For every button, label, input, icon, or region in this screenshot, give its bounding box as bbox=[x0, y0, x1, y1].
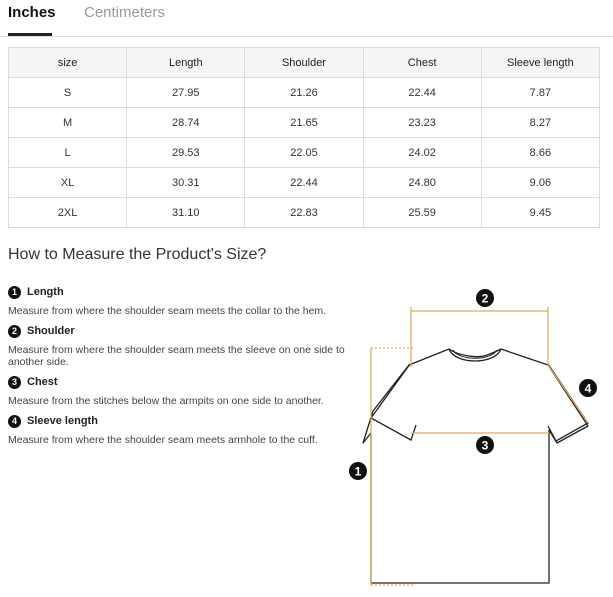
tshirt-measurement-diagram bbox=[345, 283, 613, 597]
tab-centimeters[interactable]: Centimeters bbox=[84, 4, 165, 21]
table-cell: 8.66 bbox=[481, 138, 599, 168]
svg-text:2: 2 bbox=[481, 291, 489, 306]
table-cell: 22.05 bbox=[245, 138, 363, 168]
header-sleeve-length: Sleeve length bbox=[481, 48, 599, 78]
table-cell: L bbox=[9, 138, 127, 168]
step-chest bbox=[8, 374, 348, 407]
step-sleeve-length bbox=[8, 413, 348, 446]
table-cell: 21.65 bbox=[245, 108, 363, 138]
step-description: Measure from where the shoulder seam meets the collar to the hem. bbox=[8, 305, 327, 317]
number-badge-icon: 3 bbox=[8, 376, 21, 389]
active-tab-indicator bbox=[8, 33, 52, 36]
table-cell: 31.10 bbox=[127, 198, 245, 228]
table-cell: XL bbox=[9, 168, 127, 198]
tshirt-outline-icon bbox=[363, 349, 588, 583]
table-row bbox=[9, 198, 600, 228]
number-badge-icon: 4 bbox=[8, 415, 21, 428]
unit-tabs bbox=[0, 0, 613, 37]
table-cell: 23.23 bbox=[363, 108, 481, 138]
table-cell: 24.80 bbox=[363, 168, 481, 198]
step-length bbox=[8, 284, 348, 317]
step-title: Shoulder bbox=[27, 325, 75, 337]
table-row bbox=[9, 108, 600, 138]
table-header-row bbox=[9, 48, 600, 78]
table-cell: 22.44 bbox=[245, 168, 363, 198]
step-title: Length bbox=[27, 286, 64, 298]
table-row bbox=[9, 78, 600, 108]
table-cell: 9.06 bbox=[481, 168, 599, 198]
table-cell: 9.45 bbox=[481, 198, 599, 228]
header-size: size bbox=[9, 48, 127, 78]
table-cell: S bbox=[9, 78, 127, 108]
badge-4-icon bbox=[579, 379, 597, 397]
table-cell: 7.87 bbox=[481, 78, 599, 108]
step-title: Sleeve length bbox=[27, 415, 98, 427]
number-badge-icon: 2 bbox=[8, 325, 21, 338]
measure-steps bbox=[8, 284, 348, 452]
table-row bbox=[9, 138, 600, 168]
table-cell: 27.95 bbox=[127, 78, 245, 108]
table-cell: 22.83 bbox=[245, 198, 363, 228]
step-description: Measure from where the shoulder seam meets armhole to the cuff. bbox=[8, 434, 318, 446]
badge-1-icon bbox=[349, 462, 367, 480]
table-cell: 29.53 bbox=[127, 138, 245, 168]
header-chest: Chest bbox=[363, 48, 481, 78]
table-cell: 28.74 bbox=[127, 108, 245, 138]
badge-3-icon bbox=[476, 436, 494, 454]
step-description: Measure from the stitches below the armpits on one side to another. bbox=[8, 395, 324, 407]
size-chart-table bbox=[8, 47, 600, 228]
table-cell: 21.26 bbox=[245, 78, 363, 108]
table-cell: 25.59 bbox=[363, 198, 481, 228]
svg-text:4: 4 bbox=[584, 381, 592, 396]
step-title: Chest bbox=[27, 376, 58, 388]
table-cell: 8.27 bbox=[481, 108, 599, 138]
header-shoulder: Shoulder bbox=[245, 48, 363, 78]
svg-text:1: 1 bbox=[354, 464, 362, 479]
table-cell: 2XL bbox=[9, 198, 127, 228]
badge-2-icon bbox=[476, 289, 494, 307]
how-to-measure-title: How to Measure the Product's Size? bbox=[8, 246, 267, 263]
table-cell: 22.44 bbox=[363, 78, 481, 108]
tab-inches[interactable]: Inches bbox=[8, 4, 56, 21]
header-length: Length bbox=[127, 48, 245, 78]
table-cell: 24.02 bbox=[363, 138, 481, 168]
step-shoulder bbox=[8, 323, 348, 368]
svg-text:3: 3 bbox=[481, 438, 489, 453]
table-cell: 30.31 bbox=[127, 168, 245, 198]
table-cell: M bbox=[9, 108, 127, 138]
table-row bbox=[9, 168, 600, 198]
step-description: Measure from where the shoulder seam meets the sleeve on one side to another side. bbox=[8, 344, 345, 368]
number-badge-icon: 1 bbox=[8, 286, 21, 299]
